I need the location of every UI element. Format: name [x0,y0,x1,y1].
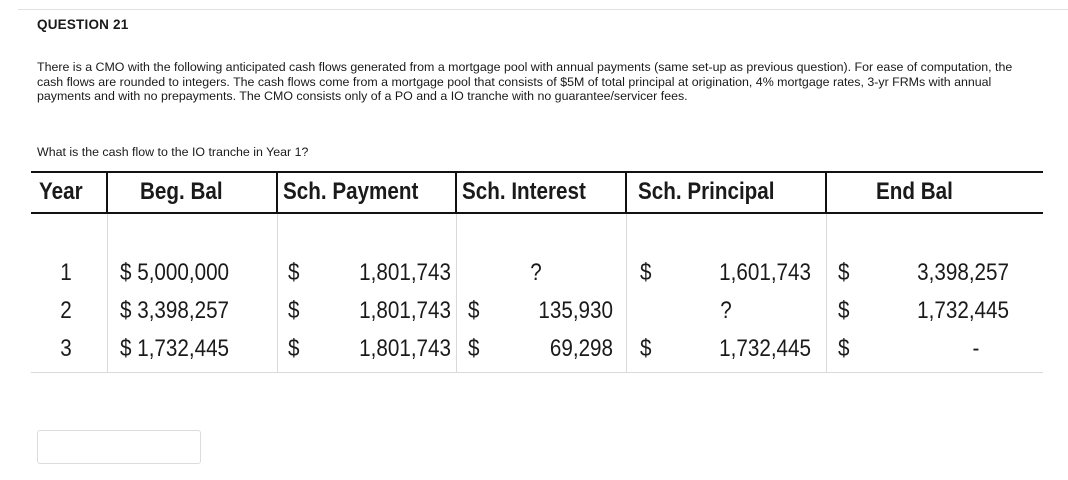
header-divider [106,171,108,214]
question-title: QUESTION 21 [37,17,129,32]
cell-year: 2 [60,297,72,324]
question-prompt: There is a CMO with the following anticipated cash flows generated from a mortgage pool with annual payments (same set-up as previous question). For ease of computation, the cash flows are rounded to integers. The cash flows come from a mortgage pool that consists of $5M of total principal at origination, 4% mortgage rates, 3-yr FRMs with annual payments and with no prepayments. The CMO consists only of a PO and a IO tranche with no guarantee/servicer fees. [37,60,1013,103]
header-beg-bal: Beg. Bal [140,178,223,205]
table-bottom-line [31,372,1043,373]
cell-principal-symbol: $ [640,335,652,362]
cell-payment: 1,801,743 [359,259,451,286]
cell-end-bal: 1,732,445 [917,297,1009,324]
cell-beg-bal: $ 1,732,445 [120,335,230,362]
top-divider [18,9,1068,10]
cell-year: 1 [60,259,72,286]
header-divider [825,171,827,214]
amortization-table [31,171,1043,373]
cell-principal: 1,601,743 [719,259,811,286]
cell-end-bal: - [972,335,980,362]
cell-interest: 135,930 [538,297,613,324]
header-divider [455,171,457,214]
grid-line [456,214,457,373]
question-text: What is the cash flow to the IO tranche in Year 1? [37,145,309,159]
header-divider [625,171,627,214]
cell-interest: 69,298 [549,335,613,362]
cell-interest-symbol: $ [468,297,480,324]
cell-interest-symbol: $ [468,335,480,362]
header-sch-principal: Sch. Principal [638,178,775,205]
grid-line [107,214,108,373]
cell-payment-symbol: $ [288,297,300,324]
cell-end-symbol: $ [838,297,850,324]
table-header-border [31,212,1043,214]
cell-principal-symbol: $ [640,259,652,286]
cell-interest: ? [530,259,542,286]
cell-beg-bal: $ 5,000,000 [120,259,230,286]
cell-year: 3 [60,335,72,362]
cell-principal: 1,732,445 [719,335,811,362]
header-end-bal: End Bal [876,178,953,205]
header-year: Year [39,178,83,205]
cell-payment-symbol: $ [288,335,300,362]
header-divider [276,171,278,214]
header-sch-payment: Sch. Payment [283,178,419,205]
cell-payment: 1,801,743 [359,335,451,362]
grid-line [826,214,827,373]
cell-payment-symbol: $ [288,259,300,286]
answer-input[interactable] [37,430,201,464]
cell-beg-bal: $ 3,398,257 [120,297,230,324]
grid-line [626,214,627,373]
cell-end-symbol: $ [838,335,850,362]
grid-line [277,214,278,373]
header-sch-interest: Sch. Interest [462,178,586,205]
cell-end-symbol: $ [838,259,850,286]
cell-principal: ? [720,297,732,324]
cell-payment: 1,801,743 [359,297,451,324]
cell-end-bal: 3,398,257 [917,259,1009,286]
